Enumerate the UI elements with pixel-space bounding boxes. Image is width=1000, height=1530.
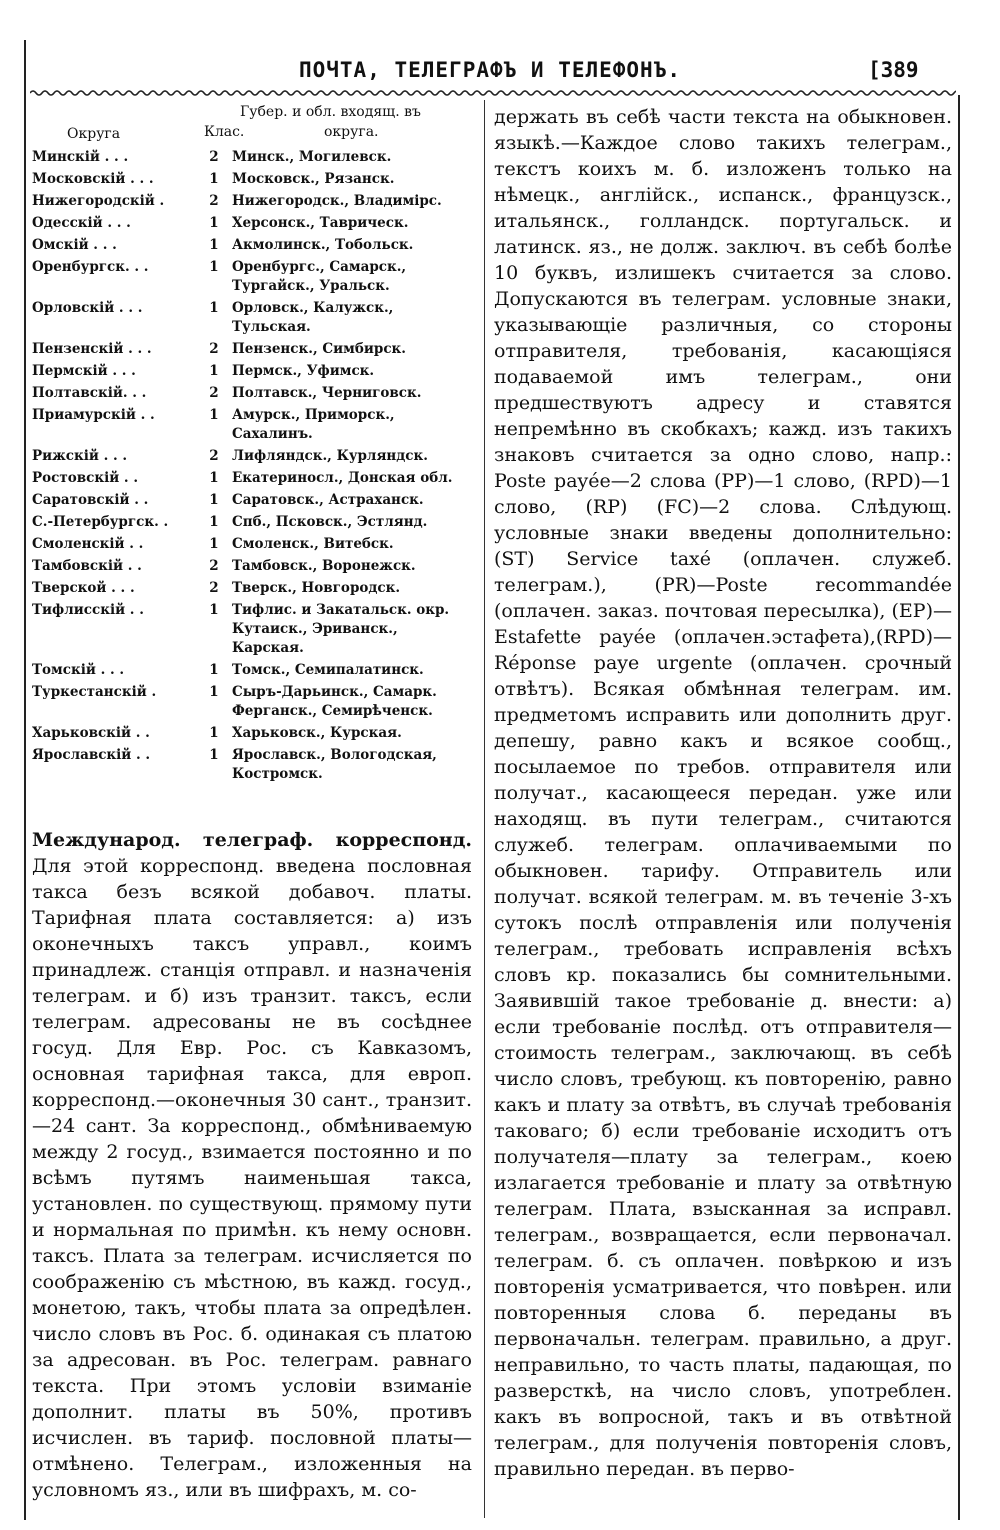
- paragraph-lead: Международ. телеграф. корреспонд.: [32, 829, 472, 851]
- paragraph-text: Для этой корреспонд. введена пословная такса безъ всякой добавоч. платы. Тарифная плата составляется: а) изъ оконечныхъ таксъ управл., коимъ принадлеж. станція отправл. и назначенія телеграм. и б) изъ транзит. таксъ, если телеграм. адресованы не въ сосѣднее госуд. Для Евр. Рос. съ Кавказомъ, основная тарифная такса, для европ. корреспонд.—оконечныя 30 сант., транзит.—24 сант. За корреспонд., обмѣниваемую между 2 госуд., взимается постоянно и по всѣмъ путямъ наименьшая такса, установлен. по существующ. прямому пути и нормальная по примѣн. къ нему основн. таксъ. Плата за телеграм. исчисляется по соображенію съ мѣстною, въ кажд. госуд., монетою, такъ, чтобы плата за опредѣлен. число словъ въ Рос. б. одинакая съ платою за адресован. въ Рос. телеграм. равнаго текста. При этомъ условіи взиманіе дополнит. платы въ 50%, противъ исчислен. въ тариф. пословной платы—отмѣнено. Телеграм., изложенныя на условномъ яз., или въ шифрахъ, м. со-: [32, 855, 472, 1501]
- district-gubernias: Екатериносл., Донская обл.: [232, 470, 453, 486]
- district-name: Пензенскій . . .: [32, 341, 152, 357]
- district-class: 2: [209, 149, 219, 165]
- district-name: С.-Петербургск. .: [32, 514, 169, 530]
- district-gubernias: Минск., Могилевск.: [232, 149, 392, 165]
- district-class: 1: [209, 684, 219, 700]
- table-row: [32, 535, 472, 554]
- district-class: 2: [209, 341, 219, 357]
- district-gubernias: Смоленск., Витебск.: [232, 536, 394, 552]
- header-okruga-2: округа.: [324, 124, 379, 140]
- district-class: 2: [209, 558, 219, 574]
- district-name: Пермскій . . .: [32, 363, 136, 379]
- district-class: 1: [209, 725, 219, 741]
- table-row: [32, 683, 472, 721]
- table-row: [32, 601, 472, 658]
- table-row: [32, 491, 472, 510]
- district-name: Тифлисскій . .: [32, 602, 144, 618]
- district-name: Полтавскій. . .: [32, 385, 147, 401]
- district-class: 2: [209, 448, 219, 464]
- column-divider: [484, 100, 485, 1518]
- district-name: Московскій . . .: [32, 171, 154, 187]
- district-gubernias: Пензенск., Симбирск.: [232, 341, 406, 357]
- district-gubernias: Орловск., Калужск., Тульская.: [232, 300, 394, 335]
- table-header: [32, 104, 472, 148]
- table-row: [32, 579, 472, 598]
- table-row: [32, 362, 472, 381]
- district-class: 1: [209, 171, 219, 187]
- table-row: [32, 469, 472, 488]
- paragraph-continued: держать въ себѣ части текста на обыкновен. языкѣ.—Каждое слово такихъ телеграм., текстъ коихъ м. б. изложенъ только на нѣмецк., англійск., испанск., французск., итальянск., голландск. португальск. и латинск. яз., не долж. заключ. въ себѣ болѣе 10 буквъ, излишекъ считается за слово. Допускаются въ телеграм. условные знаки, указывающіе различныя, со стороны отправителя, требованія, касающіяся подаваемой имъ телеграм., они предшествуютъ адресу и ставятся непремѣнно въ скобкахъ; кажд. изъ такихъ знаковъ считается за одно слово, напр.: Poste payée—2 слова (PP)—1 слово, (RPD)—1 слово, (RP) (FC)—2 слова. Слѣдующ. условные знаки введены дополнительно: (ST) Service taxé (оплачен. служеб. телеграм.), (PR)—Poste recommandée (оплачен. заказ. почтовая пересылка), (EP)—Estafette payée (оплачен.эстафета),(RPD)—Réponse paye urgente (оплачен. срочный отвѣтъ). Всякая обмѣнная телеграм. им. предметомъ исправить или дополнить друг. депешу, равно какъ и всякое сообщ., посылаемое по требов. отправителя или получат., касающееся передан. уже или находящ. въ пути телеграм., считаются служеб. телеграм. оплачиваемыми по обыкновен. тарифу. Отправитель или получат. всякой телеграм. м. въ теченіе 3-хъ сутокъ послѣ отправленія или полученія телеграм., требовать исправленія всѣхъ словъ кр. показались бы сомнительными. Заявившій такое требованіе д. внести: а) если требованіе послѣд. отъ отправителя—стоимость телеграм., заключающ. въ себѣ число словъ, требующ. къ повторенію, равно какъ и плату за отвѣтъ, въ случаѣ требованія таковаго; б) если требованіе исходитъ отъ получателя—плату за телеграм., коею излагается требованіе и плату за отвѣтную телеграм. Плата, взысканная за исправл. телеграм., возвращается, если первоначал. телеграм. б. съ оплачен. повѣркою и изъ повторенія усматривается, что повѣрен. или повторенныя слова б. переданы въ первоначальн. телеграм. правильно, а друг. неправильно, то часть платы, падающая, по разверсткѣ, на число словъ, употреблен. какъ въ вопросной, такъ и въ отвѣтной телеграм., для полученія повторенія словъ, правильно передан. въ перво-: [494, 106, 952, 1480]
- district-class: 1: [209, 237, 219, 253]
- table-row: [32, 406, 472, 444]
- district-gubernias: Лифляндск., Курляндск.: [232, 448, 428, 464]
- district-name: Рижскій . . .: [32, 448, 128, 464]
- district-name: Саратовскій . .: [32, 492, 149, 508]
- district-gubernias: Тифлис. и Закатальск. окр. Кутаиск., Эриванск., Карская.: [232, 602, 450, 656]
- table-row: [32, 661, 472, 680]
- district-gubernias: Оренбургс., Самарск., Тургайск., Уральск.: [232, 259, 407, 294]
- district-name: Тамбовскій . .: [32, 558, 142, 574]
- district-gubernias: Херсонск., Таврическ.: [232, 215, 409, 231]
- district-gubernias: Тамбовск., Воронежск.: [232, 558, 416, 574]
- district-class: 1: [209, 407, 219, 423]
- district-name: Ярославскій . .: [32, 747, 151, 763]
- district-class: 1: [209, 492, 219, 508]
- page-header-title: ПОЧТА, ТЕЛЕГРАФЪ И ТЕЛЕФОНЪ.: [298, 58, 681, 82]
- district-name: Харьковскій . .: [32, 725, 150, 741]
- table-row: [32, 557, 472, 576]
- district-gubernias: Тверск., Новгородск.: [232, 580, 401, 596]
- district-class: 2: [209, 193, 219, 209]
- table-row: [32, 258, 472, 296]
- table-row: [32, 513, 472, 532]
- district-class: 1: [209, 259, 219, 275]
- district-gubernias: Томск., Семипалатинск.: [232, 662, 424, 678]
- table-row: [32, 746, 472, 784]
- table-row: [32, 299, 472, 337]
- district-name: Приамурскій . .: [32, 407, 155, 423]
- right-border-rule: [958, 95, 960, 1520]
- district-gubernias: Московск., Рязанск.: [232, 171, 395, 187]
- district-class: 1: [209, 747, 219, 763]
- district-table: [32, 104, 472, 787]
- district-gubernias: Амурск., Приморск., Сахалинъ.: [232, 407, 395, 442]
- district-class: 2: [209, 580, 219, 596]
- header-gubernia: Губер. и обл. входящ. въ: [240, 104, 421, 120]
- district-gubernias: Сыръ-Дарьинск., Самарк. Ферганск., Семирѣченск.: [232, 684, 437, 719]
- table-row: [32, 170, 472, 189]
- left-border-rule: [24, 40, 26, 1520]
- district-gubernias: Пермск., Уфимск.: [232, 363, 375, 379]
- table-row: [32, 148, 472, 167]
- page-number: [389: [868, 58, 919, 82]
- district-name: Минскій . . .: [32, 149, 129, 165]
- district-name: Оренбургск. . .: [32, 259, 149, 275]
- district-class: 1: [209, 215, 219, 231]
- header-okruga: Округа: [67, 126, 121, 142]
- district-class: 1: [209, 470, 219, 486]
- district-gubernias: Харьковск., Курская.: [232, 725, 402, 741]
- district-name: Одесскій . . .: [32, 215, 131, 231]
- table-row: [32, 236, 472, 255]
- left-column-text: [32, 827, 472, 1503]
- district-name: Орловскій . . .: [32, 300, 143, 316]
- district-gubernias: Нижегородск., Владимірс.: [232, 193, 442, 209]
- district-name: Томскій . . .: [32, 662, 125, 678]
- header-klas: Клас.: [204, 124, 245, 140]
- district-class: 1: [209, 514, 219, 530]
- district-name: Омскій . . .: [32, 237, 117, 253]
- district-class: 1: [209, 662, 219, 678]
- district-class: 1: [209, 536, 219, 552]
- table-row: [32, 340, 472, 359]
- district-name: Тверской . . .: [32, 580, 135, 596]
- district-gubernias: Саратовск., Астраханск.: [232, 492, 424, 508]
- district-name: Ростовскій . .: [32, 470, 139, 486]
- table-row: [32, 214, 472, 233]
- district-name: Смоленскій . .: [32, 536, 144, 552]
- district-class: 2: [209, 385, 219, 401]
- header-wavy-rule: [30, 88, 956, 98]
- table-row: [32, 724, 472, 743]
- table-row: [32, 447, 472, 466]
- table-row: [32, 384, 472, 403]
- district-class: 1: [209, 602, 219, 618]
- district-class: 1: [209, 363, 219, 379]
- right-column-text: [494, 104, 952, 1482]
- district-gubernias: Ярославск., Вологодская, Костромск.: [232, 747, 437, 782]
- paragraph-international: [32, 827, 472, 1503]
- district-gubernias: Спб., Псковск., Эстлянд.: [232, 514, 428, 530]
- district-gubernias: Полтавск., Черниговск.: [232, 385, 422, 401]
- district-name: Нижегородскій .: [32, 193, 165, 209]
- district-gubernias: Акмолинск., Тобольск.: [232, 237, 414, 253]
- district-name: Туркестанскій .: [32, 684, 157, 700]
- table-row: [32, 192, 472, 211]
- district-class: 1: [209, 300, 219, 316]
- table-rows: [32, 148, 472, 784]
